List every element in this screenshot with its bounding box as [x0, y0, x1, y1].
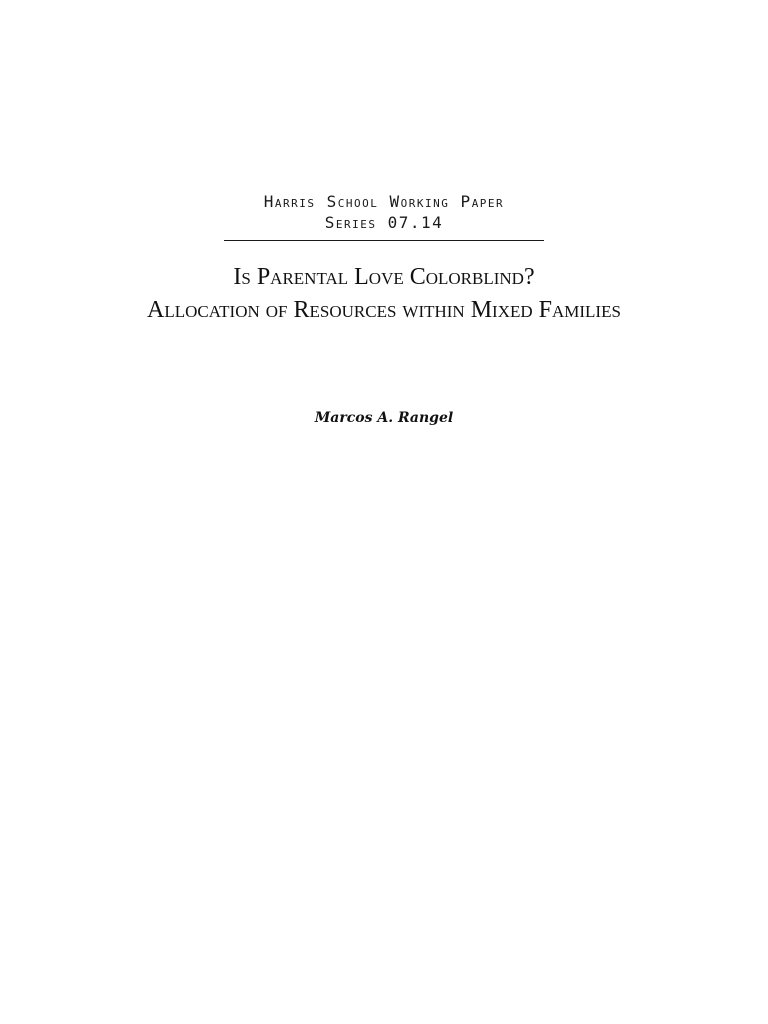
working-paper-series	[0, 191, 768, 233]
author-name: Marcos A. Rangel	[314, 410, 454, 426]
title-line-2: Allocation of Resources within Mixed Families	[147, 297, 621, 323]
paper-title	[0, 261, 768, 327]
series-number: Series 07.14	[324, 213, 444, 232]
title-divider	[224, 240, 544, 241]
title-line-1: Is Parental Love Colorblind?	[233, 264, 535, 290]
series-name: Harris School Working Paper	[263, 192, 505, 211]
